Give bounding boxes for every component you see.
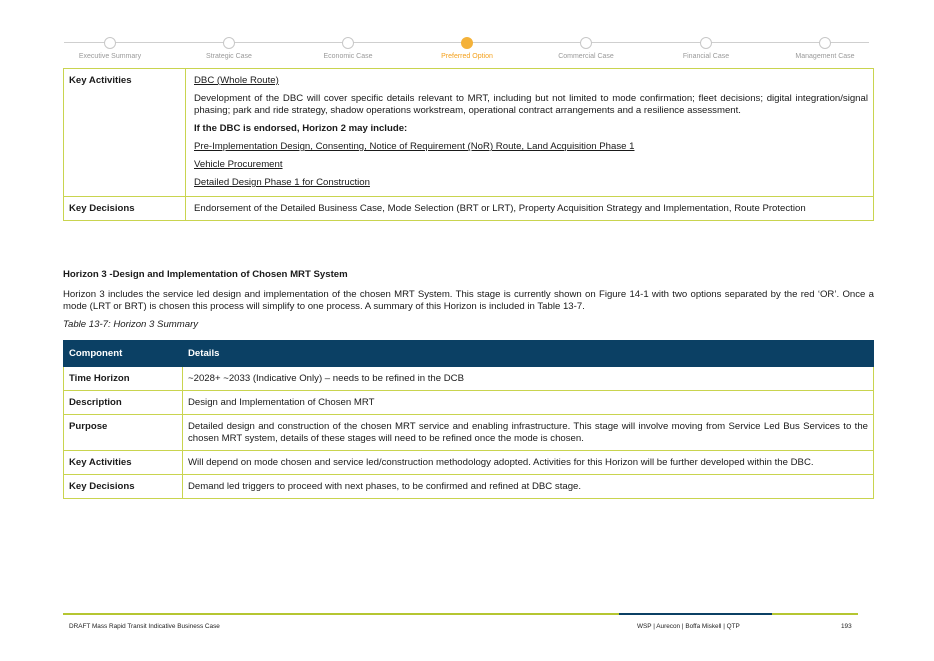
horizon-3-summary-table [63,340,874,499]
row-details: ~2028+ ~2033 (Indicative Only) – needs to be refined in the DCB [183,367,874,391]
step-dot [700,37,712,49]
activity-link-1[interactable]: Pre-Implementation Design, Consenting, Notice of Requirement (NoR) Route, Land Acquisition Phase 1 [194,141,635,152]
footer-document-title: DRAFT Mass Rapid Transit Indicative Business Case [69,623,220,630]
step-dot [819,37,831,49]
footer-bar-blue [619,613,772,615]
table-row [64,451,874,475]
row-details: Endorsement of the Detailed Business Case, Mode Selection (BRT or LRT), Property Acquisition Strategy and Implementation, Route Protection [186,197,874,221]
table-row [64,391,874,415]
dbc-text: Development of the DBC will cover specific details relevant to MRT, including but not limited to mode confirmation; fleet decisions; digital integration/signal phasing; park and ride strategy, shadow operations workstream, operational contract arrangements and a resilience assessment. [194,93,868,116]
footer-bar-green-end [772,613,858,615]
nav-step-commercial-case[interactable] [526,36,646,60]
step-dot-active [461,37,473,49]
section-heading: Horizon 3 -Design and Implementation of Chosen MRT System [63,269,348,280]
page-number: 193 [841,623,852,630]
nav-step-executive-summary[interactable] [50,36,170,60]
table-row [64,197,874,221]
nav-step-economic-case[interactable] [288,36,408,60]
nav-step-preferred-option[interactable] [407,36,527,60]
row-label: Purpose [64,415,183,451]
row-label: Description [64,391,183,415]
nav-step-strategic-case[interactable] [169,36,289,60]
table-caption: Table 13-7: Horizon 3 Summary [63,319,199,330]
row-label: Key Activities [64,69,186,197]
row-label: Key Decisions [64,475,183,499]
step-label: Management Case [795,53,855,60]
nav-step-financial-case[interactable] [646,36,766,60]
step-label: Strategic Case [206,53,252,60]
row-details [186,69,874,197]
step-dot [223,37,235,49]
table-row [64,69,874,197]
step-label: Economic Case [323,53,373,60]
step-label: Financial Case [682,53,730,60]
activity-link-3[interactable]: Detailed Design Phase 1 for Construction [194,177,370,188]
horizon-2-table [63,68,874,221]
step-label: Commercial Case [558,53,614,60]
activity-link-2[interactable]: Vehicle Procurement [194,159,283,170]
header-details: Details [183,341,874,367]
table-header-row [64,341,874,367]
table-row [64,475,874,499]
table-row [64,367,874,391]
progress-nav [64,36,869,66]
row-label: Key Activities [64,451,183,475]
endorsed-heading: If the DBC is endorsed, Horizon 2 may include: [194,123,408,134]
step-dot [104,37,116,49]
row-label: Time Horizon [64,367,183,391]
row-details: Will depend on mode chosen and service led/construction methodology adopted. Activities for this Horizon will be further developed within the DBC. [183,451,874,475]
dbc-link[interactable]: DBC (Whole Route) [194,75,279,86]
step-dot [342,37,354,49]
step-dot [580,37,592,49]
step-label: Executive Summary [78,53,142,60]
nav-step-management-case[interactable] [765,36,885,60]
row-details: Detailed design and construction of the chosen MRT service and enabling infrastructure. This stage will involve moving from Service Led Bus Services to the chosen MRT system, details of these stages will need to be refined once the mode is chosen. [183,415,874,451]
row-details: Demand led triggers to proceed with next phases, to be confirmed and refined at DBC stage. [183,475,874,499]
header-component: Component [64,341,183,367]
table-row [64,415,874,451]
row-label: Key Decisions [64,197,186,221]
footer-authors: WSP | Aurecon | Boffa Miskell | QTP [637,623,740,630]
row-details: Design and Implementation of Chosen MRT [183,391,874,415]
footer-bar-green [63,613,619,615]
section-paragraph: Horizon 3 includes the service led design and implementation of the chosen MRT System. This stage is currently shown on Figure 14-1 with two options separated by the red ‘OR’. Once a mode (LRT or BRT) is chosen this process will simplify to one process. A summary of this Horizon is included in Table 13-7. [63,289,874,312]
step-label: Preferred Option [441,53,493,60]
